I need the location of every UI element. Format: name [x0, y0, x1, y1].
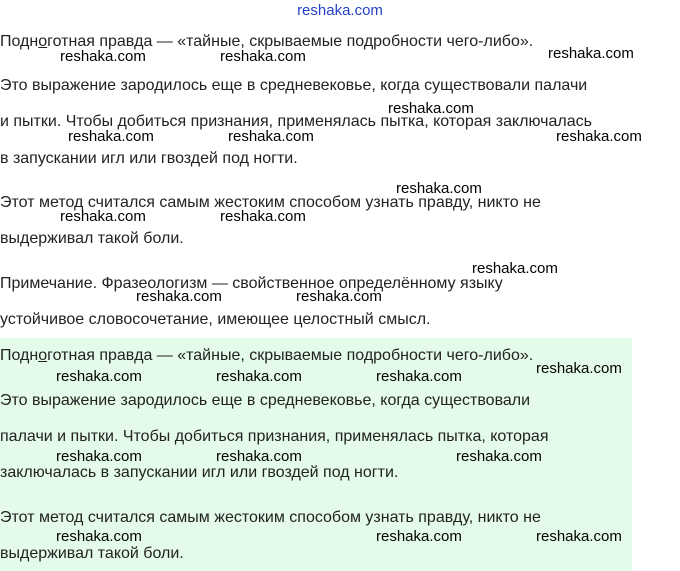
watermark: reshaka.com — [556, 128, 642, 145]
watermark: reshaka.com — [60, 208, 146, 225]
watermark: reshaka.com — [472, 260, 558, 277]
watermark: reshaka.com — [376, 368, 462, 385]
highlight-paragraph-origin-line3: заключалась в запускании игл или гвоздей под ногти. — [0, 464, 399, 481]
watermark: reshaka.com — [220, 208, 306, 225]
highlight-paragraph-origin-line2: палачи и пытки. Чтобы добиться признания, применялась пытка, которая — [0, 428, 549, 445]
paragraph-definition: Подноготная правда — «тайные, скрываемые подробности чего-либо». — [0, 33, 534, 50]
watermark: reshaka.com — [136, 288, 222, 305]
highlight-paragraph-method-line2: выдерживал такой боли. — [0, 545, 184, 562]
highlight-paragraph-method-line1: Этот метод считался самым жестоким способом узнать правду, никто не — [0, 509, 541, 526]
watermark: reshaka.com — [548, 45, 634, 62]
highlight-paragraph-definition: Подноготная правда — «тайные, скрываемые подробности чего-либо». — [0, 347, 534, 364]
watermark: reshaka.com — [56, 448, 142, 465]
watermark: reshaka.com — [220, 48, 306, 65]
paragraph-origin-line3: в запускании игл или гвоздей под ногти. — [0, 150, 298, 167]
paragraph-origin-line2: и пытки. Чтобы добиться признания, применялась пытка, которая заключалась — [0, 113, 592, 130]
watermark: reshaka.com — [68, 128, 154, 145]
stressed-letter: о — [38, 347, 48, 364]
watermark: reshaka.com — [56, 528, 142, 545]
watermark: reshaka.com — [216, 448, 302, 465]
paragraph-method-line2: выдерживал такой боли. — [0, 230, 184, 247]
watermark: reshaka.com — [228, 128, 314, 145]
watermark: reshaka.com — [388, 100, 474, 117]
watermark: reshaka.com — [536, 528, 622, 545]
paragraph-method-line1: Этот метод считался самым жестоким способом узнать правду, никто не — [0, 194, 541, 211]
paragraph-note-line2: устойчивое словосочетание, имеющее целостный смысл. — [0, 311, 431, 328]
watermark: reshaka.com — [60, 48, 146, 65]
watermark: reshaka.com — [296, 288, 382, 305]
watermark: reshaka.com — [396, 180, 482, 197]
watermark: reshaka.com — [376, 528, 462, 545]
site-link[interactable]: reshaka.com — [297, 2, 383, 19]
watermark: reshaka.com — [456, 448, 542, 465]
paragraph-origin-line1: Это выражение зародилось еще в средневековье, когда существовали палачи — [0, 77, 588, 94]
watermark: reshaka.com — [216, 368, 302, 385]
watermark: reshaka.com — [536, 360, 622, 377]
watermark: reshaka.com — [56, 368, 142, 385]
highlight-paragraph-origin-line1: Это выражение зародилось еще в средневековье, когда существовали — [0, 392, 531, 409]
stressed-letter: о — [38, 33, 48, 50]
paragraph-note-line1: Примечание. Фразеологизм — свойственное определённому языку — [0, 275, 503, 292]
